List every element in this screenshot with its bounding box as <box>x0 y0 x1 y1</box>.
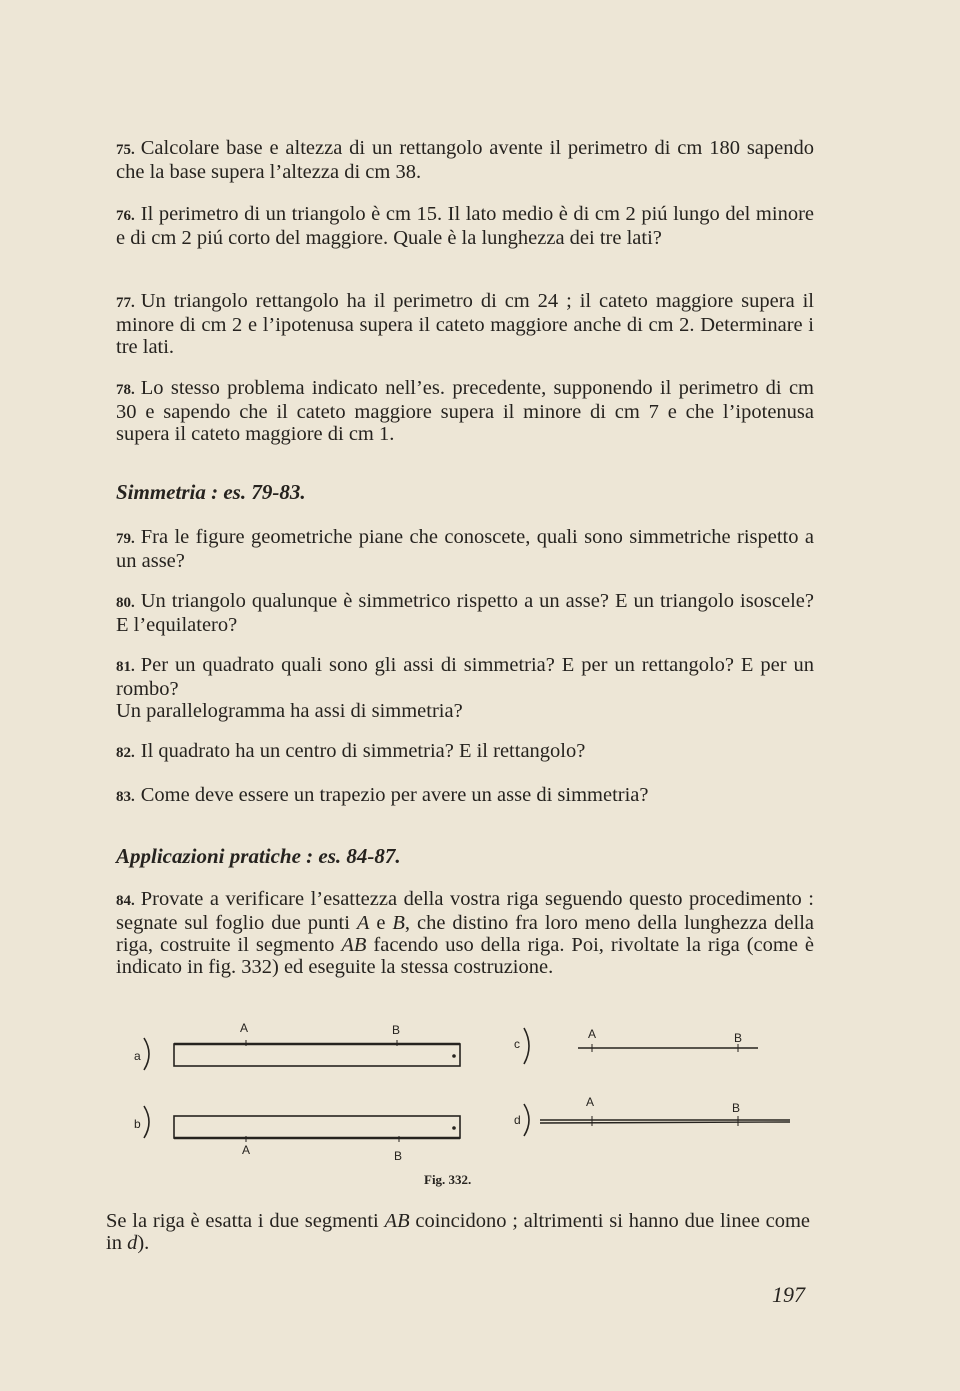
exercise-text-line2: Un parallelogramma ha assi di simmetria? <box>116 700 463 722</box>
fig-paren-a <box>144 1038 149 1070</box>
ruler-a-hole <box>452 1054 456 1058</box>
fig-a-point-b: B <box>392 1023 401 1037</box>
page-number: 197 <box>772 1282 805 1307</box>
segment-ab-label: AB <box>341 934 367 956</box>
section-heading-simmetria: Simmetria : es. 79-83. <box>116 480 306 504</box>
exercise-number: 80. <box>116 595 135 611</box>
exercise-number: 83. <box>116 789 135 805</box>
conclusion-text-part: coincidono ; altrimenti si hanno due linee come in <box>106 1210 810 1254</box>
fig-d-point-a: A <box>586 1095 595 1109</box>
fig-b-point-a: A <box>242 1143 251 1157</box>
fig-label-c: c <box>514 1037 520 1051</box>
exercise-text: Lo stesso problema indicato nell’es. precedente, supponendo il perimetro di cm 30 e sapendo che il cateto maggiore supera il minore di cm 7 e che l’ipotenusa supera il cateto maggiore di cm 1. <box>116 377 814 445</box>
exercise-81 <box>116 654 814 722</box>
point-b-label: B <box>392 912 405 934</box>
figure-conclusion <box>106 1210 810 1254</box>
segment-ab-label: AB <box>384 1210 410 1232</box>
exercise-84 <box>116 888 814 978</box>
figure-332 <box>100 1010 800 1170</box>
fig-c-point-a: A <box>588 1027 597 1041</box>
fig-label-a: a <box>134 1049 141 1063</box>
exercise-number: 84. <box>116 893 135 909</box>
exercise-78 <box>116 377 814 445</box>
exercise-83 <box>116 784 814 808</box>
section-heading-applicazioni: Applicazioni pratiche : es. 84-87. <box>116 844 401 868</box>
figure-caption: Fig. 332. <box>424 1172 472 1187</box>
fig-paren-c <box>524 1028 529 1064</box>
exercise-82 <box>116 740 814 764</box>
fig-paren-d <box>524 1104 529 1136</box>
fig-label-b: b <box>134 1117 141 1131</box>
exercise-text: Un triangolo qualunque è simmetrico rispetto a un asse? E un triangolo isoscele? E l’equilatero? <box>116 590 814 636</box>
exercise-text: Come deve essere un trapezio per avere un asse di simmetria? <box>140 784 649 806</box>
fig-b-point-b: B <box>394 1149 403 1163</box>
ruler-b <box>174 1116 460 1138</box>
segment-d-2 <box>540 1122 790 1123</box>
fig-paren-b <box>144 1106 149 1138</box>
conclusion-text-part: ). <box>137 1232 150 1254</box>
exercise-76 <box>116 203 814 249</box>
exercise-text-part: , che distino fra loro meno della lunghezza della riga, costruite il segmento <box>116 912 814 956</box>
exercise-number: 79. <box>116 531 135 547</box>
fig-label-d: d <box>514 1113 521 1127</box>
point-a-label: A <box>356 912 370 934</box>
exercise-text: Il perimetro di un triangolo è cm 15. Il lato medio è di cm 2 piú lungo del minore e di cm 2 piú corto del maggiore. Quale è la lunghezza dei tre lati? <box>116 203 814 249</box>
ruler-a <box>174 1044 460 1066</box>
exercise-75 <box>116 137 814 183</box>
exercise-text: Per un quadrato quali sono gli assi di simmetria? E per un rettangolo? E per un rombo? <box>116 654 814 700</box>
fig-a-point-a: A <box>240 1021 249 1035</box>
fig-d-reference: d <box>127 1232 138 1254</box>
exercise-number: 76. <box>116 208 135 224</box>
exercise-text: Il quadrato ha un centro di simmetria? E il rettangolo? <box>140 740 586 762</box>
ruler-b-hole <box>452 1126 456 1130</box>
exercise-number: 82. <box>116 745 135 761</box>
fig-c-point-b: B <box>734 1031 743 1045</box>
exercise-number: 78. <box>116 382 135 398</box>
conclusion-text-part: Se la riga è esatta i due segmenti <box>106 1210 385 1232</box>
exercise-text: Fra le figure geometriche piane che conoscete, quali sono simmetriche rispetto a un asse? <box>116 526 814 572</box>
exercise-text: Un triangolo rettangolo ha il perimetro di cm 24 ; il cateto maggiore supera il minore di cm 2 e l’ipotenusa supera il cateto maggiore anche di cm 2. Determinare i tre lati. <box>116 290 814 358</box>
exercise-text-part: e <box>369 912 393 934</box>
exercise-number: 81. <box>116 659 135 675</box>
exercise-text: Calcolare base e altezza di un rettangolo avente il perimetro di cm 180 sapendo che la base supera l’altezza di cm 38. <box>116 137 814 183</box>
fig-d-point-b: B <box>732 1101 741 1115</box>
exercise-number: 77. <box>116 295 135 311</box>
exercise-text-part: facendo uso della riga. Poi, rivoltate la riga (come è indicato in fig. 332) ed eseguite la stessa costruzione. <box>116 934 814 978</box>
exercise-77 <box>116 290 814 358</box>
exercise-text-part: Provate a verificare l’esattezza della vostra riga seguendo questo procedimento : segnate sul foglio due punti <box>116 888 814 934</box>
exercise-79 <box>116 526 814 572</box>
exercise-number: 75. <box>116 142 135 158</box>
exercise-80 <box>116 590 814 636</box>
